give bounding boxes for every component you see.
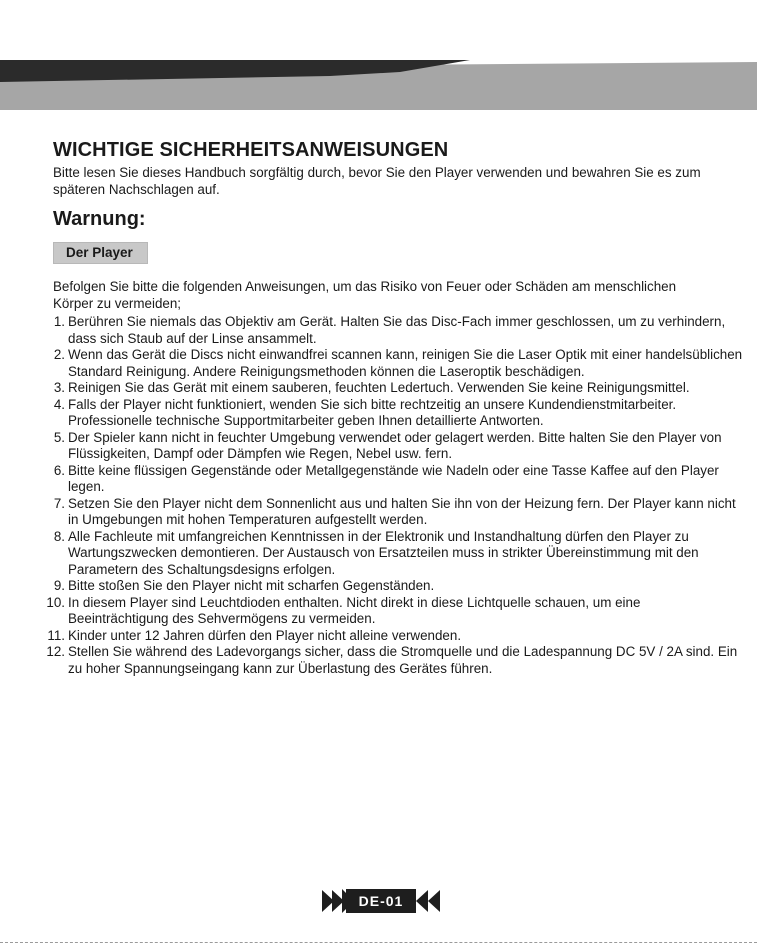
item-number: 12.	[46, 644, 65, 659]
item-text: Setzen Sie den Player nicht dem Sonnenlicht aus und halten Sie ihn von der Heizung fern. Der Player kann nicht in Umgebungen mit hohen Temperaturen aufgestellt werden.	[68, 495, 736, 527]
item-text: Bitte keine flüssigen Gegenstände oder Metallgegenstände wie Nadeln oder eine Tasse Kaffee auf den Player legen.	[68, 462, 719, 494]
item-number: 8.	[53, 528, 65, 544]
item-text: Alle Fachleute mit umfangreichen Kenntnissen in der Elektronik und Instandhaltung dürfen den Player zu Wartungszwecken demontieren. Der Austausch von Ersatzteilen muss in strikter Übereinstimmung mit den Parametern des Schaltungsdesigns erfolgen.	[68, 528, 699, 577]
item-text: Stellen Sie während des Ladevorgangs sicher, dass die Stromquelle und die Ladespannung DC 5V / 2A sind. Ein zu hoher Spannungseingang kann zur Überlastung des Gerätes führen.	[68, 644, 738, 676]
header-band	[0, 60, 757, 110]
item-number: 4.	[53, 396, 65, 412]
left-arrow-icon	[416, 890, 428, 912]
list-item	[53, 314, 743, 347]
bottom-divider	[0, 942, 757, 944]
instruction-list	[46, 314, 743, 677]
item-text: Wenn das Gerät die Discs nicht einwandfrei scannen kann, reinigen Sie die Laser Optik mit einer handelsüblichen Standard Reinigung. Andere Reinigungsmethoden können die Laseroptik beschädigen.	[68, 347, 743, 379]
lead-text: Befolgen Sie bitte die folgenden Anweisungen, um das Risiko von Feuer oder Schäden am menschlichen Körper zu vermeiden;	[53, 279, 677, 311]
list-item	[53, 397, 743, 430]
list-item	[53, 430, 743, 463]
item-number: 2.	[53, 347, 65, 362]
item-text: In diesem Player sind Leuchtdioden enthalten. Nicht direkt in diese Lichtquelle schauen, um eine Beeinträchtigung des Sehvermögens zu vermeiden.	[68, 594, 641, 626]
list-item	[53, 380, 743, 397]
item-text: Bitte stoßen Sie den Player nicht mit scharfen Gegenständen.	[68, 578, 435, 593]
page-title: WICHTIGE SICHERHEITSANWEISUNGEN	[53, 139, 449, 161]
item-number: 7.	[53, 495, 65, 511]
list-item	[53, 529, 743, 579]
left-arrow-icon	[428, 890, 440, 912]
item-number: 3.	[53, 380, 65, 395]
item-number: 11.	[47, 627, 65, 643]
item-number: 10.	[46, 594, 65, 610]
list-item	[53, 463, 743, 496]
warning-heading: Warnung:	[53, 208, 146, 230]
item-text: Berühren Sie niemals das Objektiv am Gerät. Halten Sie das Disc-Fach immer geschlossen, um zu verhindern, dass sich Staub auf der Linse ansammelt.	[68, 314, 726, 346]
page-number: DE-01	[358, 893, 404, 909]
item-number: 5.	[53, 429, 65, 445]
safety-instructions	[46, 138, 743, 677]
item-number: 9.	[53, 578, 65, 593]
item-number: 6.	[53, 462, 65, 478]
list-item	[53, 347, 743, 380]
section-label: Der Player	[53, 242, 148, 264]
list-item	[47, 627, 743, 645]
item-text: Falls der Player nicht funktioniert, wenden Sie sich bitte rechtzeitig an unsere Kundendienstmitarbeiter. Professionelle technische Supportmitarbeiter geben Ihnen detaillierte Antworten.	[68, 396, 677, 428]
item-text: Der Spieler kann nicht in feuchter Umgebung verwendet oder gelagert werden. Bitte halten Sie den Player von Flüssigkeiten, Dampf oder Dämpfen wie Regen, Nebel usw. fern.	[68, 429, 722, 461]
list-item	[46, 594, 743, 628]
item-text: Reinigen Sie das Gerät mit einem sauberen, feuchten Ledertuch. Verwenden Sie keine Reinigungsmittel.	[68, 380, 690, 395]
intro-text: Bitte lesen Sie dieses Handbuch sorgfältig durch, bevor Sie den Player verwenden und bewahren Sie es zum späteren Nachschlagen auf.	[53, 165, 701, 197]
list-item	[46, 644, 743, 677]
list-item	[53, 496, 743, 529]
item-number: 1.	[53, 314, 65, 329]
item-text: Kinder unter 12 Jahren dürfen den Player nicht alleine verwenden.	[68, 627, 462, 643]
list-item	[53, 578, 743, 595]
